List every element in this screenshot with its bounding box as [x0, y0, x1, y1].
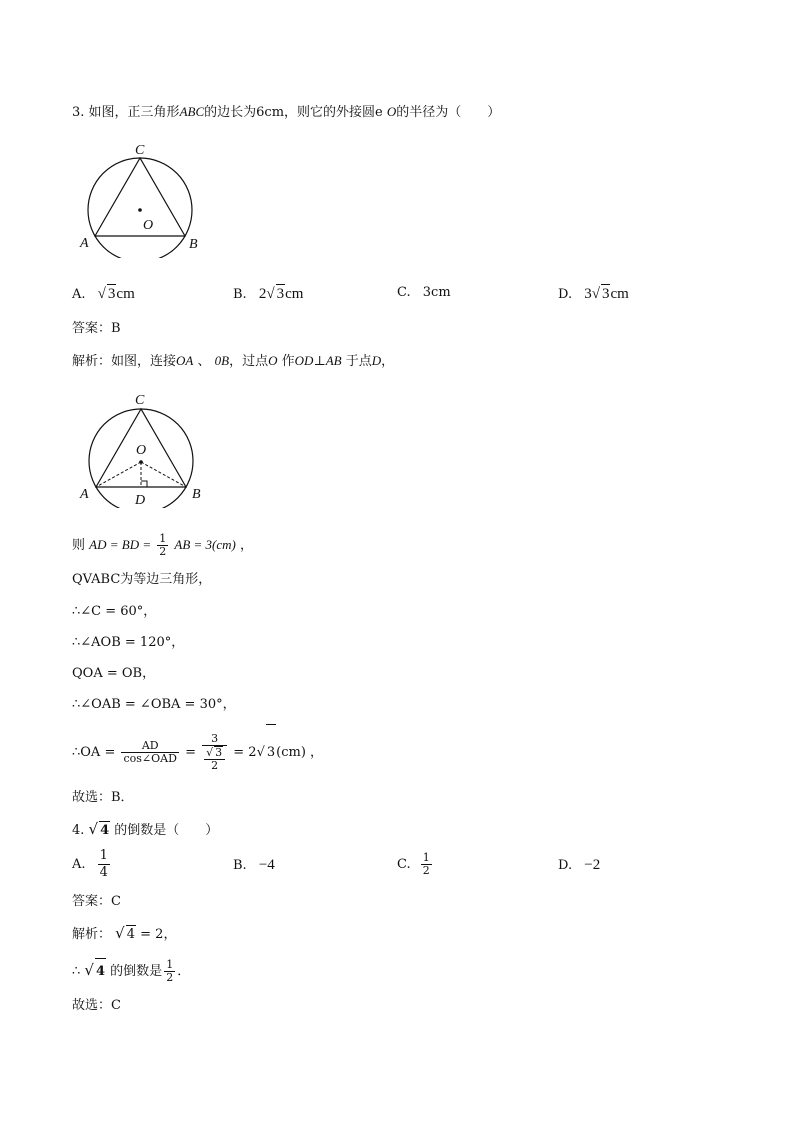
q3-analysis-label-O: O: [136, 443, 147, 458]
q3-option-c-value: 3cm: [422, 285, 451, 300]
q3-option-a-letter: A.: [72, 287, 86, 302]
q3-analysis-center-dot: [139, 460, 143, 464]
q4-option-a: [72, 846, 112, 884]
q4-answer: 答案：C: [72, 894, 121, 909]
q3-step1: 则 AD = BD = $\frac{1}{2}$ AB = 3(cm) ，: [72, 532, 254, 558]
q3-option-d-radicand: 3: [601, 286, 610, 302]
q4-option-b-letter: B.: [233, 858, 247, 873]
q4-option-a-letter: A.: [72, 857, 86, 872]
q3-triangle: ABC: [179, 104, 205, 119]
q3-option-c: [397, 284, 451, 302]
q3-side: 6cm: [256, 105, 285, 120]
q4-analysis: 解析： √ 4 = 2，: [72, 924, 177, 942]
q4-option-c: [397, 846, 434, 884]
q3-stem-part1: 如图，正三角形: [88, 105, 180, 120]
q4-option-d: [558, 856, 600, 875]
q4-therefore-fraction: $\frac{1}{2}$: [166, 958, 174, 984]
q3-option-d-letter: D.: [558, 287, 573, 302]
q3-step7-fraction2: $\frac{3}{\frac{√ 3}{2}}$: [202, 733, 227, 772]
q3-step3: ∴∠C = 60°，: [72, 604, 157, 619]
q3-center-dot: [138, 208, 142, 212]
q4-stem: 4. √ 4 的倒数是（ ）: [72, 820, 219, 838]
q3-step5: QOA = OB，: [72, 666, 156, 681]
q3-stem-part2: 的边长为: [204, 105, 257, 120]
q3-option-b-radicand: 3: [276, 286, 285, 302]
q3-option-a: A. √ 3cm: [72, 286, 135, 302]
q3-option-a-radicand: 3: [107, 286, 116, 302]
q3-label-O: O: [143, 218, 154, 233]
q3-circle-symbol: e: [375, 105, 383, 120]
q4-number: 4.: [72, 823, 85, 838]
q3-step7: ∴OA = $\frac{AD}{\text{cos∠OAD}}$ = $\frac{3}{\frac{√ 3}{2}}$ = 2√ 3(cm) ，: [72, 724, 323, 781]
q3-analysis-label-C: C: [135, 393, 145, 408]
q3-option-b-letter: B.: [233, 287, 247, 302]
q3-answer: 答案：B: [72, 321, 121, 336]
q3-circle-label: O: [386, 104, 397, 119]
q3-analysis-label-B: B: [192, 487, 201, 502]
q3-analysis-intro: 解析：如图，连接OA 、 0B，过点O 作OD⊥AB 于点D，: [72, 353, 395, 369]
q3-label-A: A: [80, 236, 89, 251]
q4-radicand: 4: [100, 823, 110, 838]
q3-step7-fraction1: $\frac{AD}{\text{cos∠OAD}}$: [123, 739, 177, 765]
q3-step6: ∴∠OAB = ∠OBA = 30°，: [72, 697, 236, 712]
q3-figure: [72, 138, 202, 258]
q3-right-angle-mark: [141, 481, 147, 487]
q3-option-c-letter: C.: [397, 285, 411, 300]
q4-therefore: ∴ √ 4 的倒数是 $\frac{1}{2}$ ．: [72, 958, 191, 984]
q3-triangle-shape: [95, 158, 185, 236]
q4-option-b: [233, 856, 275, 875]
q3-step4: ∴∠AOB = 120°，: [72, 635, 185, 650]
q4-option-c-fraction: $\frac{1}{2}$: [422, 851, 430, 877]
q4-option-c-letter: C.: [397, 857, 411, 872]
q3-analysis-label-A: A: [80, 487, 89, 502]
q3-stem: [72, 103, 500, 122]
q4-stem-text: 的倒数是（ ）: [114, 823, 219, 838]
q4-option-b-value: −4: [258, 857, 275, 873]
q3-label-C: C: [135, 143, 145, 158]
q3-circumcircle: [88, 158, 192, 258]
q4-option-d-letter: D.: [558, 858, 573, 873]
q3-label-B: B: [189, 237, 198, 252]
q3-option-b: B. 2√ 3cm: [233, 286, 304, 302]
q3-analysis-figure: [72, 388, 207, 508]
q3-analysis-label-D: D: [135, 493, 146, 508]
q3-conclusion: 故选：B．: [72, 790, 134, 805]
q3-number: 3.: [72, 105, 85, 120]
q4-option-d-value: −2: [584, 857, 601, 873]
q3-option-d: D. 3√ 3cm: [558, 286, 629, 302]
q3-step1-fraction: $\frac{1}{2}$: [159, 532, 167, 558]
q3-stem-part3: ，则它的外接圆: [284, 105, 376, 120]
q4-conclusion: 故选：C: [72, 998, 121, 1013]
q3-step2: QVABC为等边三角形，: [72, 572, 212, 587]
q3-stem-part4: 的半径为（ ）: [396, 105, 501, 120]
q4-option-a-fraction: $\frac{1}{4}$: [99, 848, 108, 880]
